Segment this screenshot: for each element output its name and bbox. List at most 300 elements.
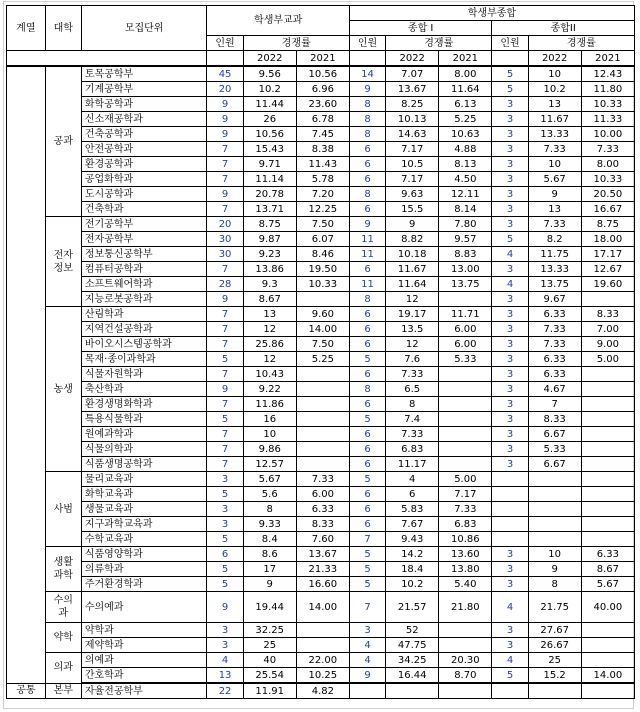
table-row [7,247,635,262]
jonghap1-2021: 10.86 [439,532,492,547]
gyogwa-2022: 20.78 [243,187,296,202]
jonghap2-inwon: 3 [492,187,528,202]
jonghap2-2022: 10 [528,547,581,562]
gyogwa-2022: 8 [243,502,296,517]
jonghap2-inwon: 3 [492,427,528,442]
header-gyogwa-inwon: 인원 [207,36,243,51]
table-row [7,352,635,367]
jonghap2-2022: 15.2 [528,668,581,684]
jonghap2-2022: 7.33 [528,217,581,232]
gyogwa-2021: 6.78 [296,112,349,127]
jonghap1-2021 [439,457,492,472]
table-row [7,382,635,397]
header-j2-inwon: 인원 [492,36,528,51]
jonghap1-2022: 21.57 [386,592,439,623]
gyogwa-inwon: 7 [207,427,243,442]
jonghap2-inwon [492,683,528,699]
jonghap1-inwon: 14 [349,66,385,82]
gyogwa-inwon: 9 [207,292,243,307]
jonghap2-2021 [581,472,634,487]
jonghap1-2022: 9.43 [386,532,439,547]
jonghap2-2022: 6.67 [528,457,581,472]
jonghap1-2022: 16.44 [386,668,439,684]
department-name: 화학공학과 [81,97,207,112]
table-row [7,262,635,277]
gyogwa-2021: 6.00 [296,487,349,502]
college-cell: 사범 [45,472,81,547]
college-cell: 약학 [45,623,81,653]
jonghap2-2021: 11.33 [581,112,634,127]
gyogwa-inwon: 5 [207,562,243,577]
gyogwa-inwon: 3 [207,502,243,517]
gyogwa-2021: 21.33 [296,562,349,577]
jonghap1-2022: 6 [386,487,439,502]
jonghap1-2021: 13.60 [439,547,492,562]
jonghap1-2022 [386,683,439,699]
jonghap2-2021 [581,412,634,427]
gyogwa-inwon: 3 [207,472,243,487]
jonghap1-2022: 9.63 [386,187,439,202]
table-row [7,683,635,699]
table-row [7,592,635,623]
gyogwa-inwon: 9 [207,382,243,397]
gyogwa-2021: 8.46 [296,247,349,262]
jonghap2-2021: 8.75 [581,217,634,232]
department-name: 건축학과 [81,202,207,217]
gyogwa-inwon: 7 [207,172,243,187]
table-row [7,202,635,217]
table-row [7,502,635,517]
gyogwa-2021: 7.50 [296,217,349,232]
table-row [7,337,635,352]
jonghap2-inwon: 3 [492,367,528,382]
jonghap1-2021 [439,412,492,427]
gyogwa-inwon: 6 [207,547,243,562]
gyogwa-2021: 6.33 [296,502,349,517]
gyogwa-2021: 14.00 [296,322,349,337]
gyogwa-2022: 15.43 [243,142,296,157]
gyogwa-inwon: 7 [207,157,243,172]
table-row [7,472,635,487]
jonghap1-inwon: 5 [349,412,385,427]
jonghap1-inwon: 3 [349,623,385,638]
table-row [7,142,635,157]
gyogwa-2022: 10.56 [243,127,296,142]
jonghap2-2021: 5.00 [581,352,634,367]
gyogwa-2021: 9.60 [296,307,349,322]
jonghap2-2022: 10 [528,66,581,82]
gyeyeol-cell: 자연 [7,66,46,683]
header-gyeyeol: 계열 [7,6,46,51]
jonghap2-inwon: 3 [492,547,528,562]
gyogwa-2022: 9.87 [243,232,296,247]
gyogwa-2022: 9.23 [243,247,296,262]
gyogwa-inwon: 5 [207,577,243,592]
header-mojip: 모집단위 [81,6,207,51]
jonghap1-inwon: 8 [349,127,385,142]
jonghap2-2021: 8.00 [581,157,634,172]
jonghap2-2021 [581,638,634,653]
college-cell: 농생 [45,307,81,472]
jonghap1-2022: 5.83 [386,502,439,517]
college-cell: 수의 과 [45,592,81,623]
table-row [7,322,635,337]
gyogwa-2022: 13 [243,307,296,322]
table-row [7,217,635,232]
gyogwa-2021 [296,382,349,397]
jonghap1-2021: 7.33 [439,502,492,517]
jonghap1-2021: 10.63 [439,127,492,142]
gyogwa-inwon: 9 [207,187,243,202]
jonghap2-2022: 9 [528,187,581,202]
jonghap2-2021 [581,382,634,397]
jonghap1-inwon: 6 [349,457,385,472]
gyogwa-inwon: 7 [207,442,243,457]
jonghap1-2021 [439,442,492,457]
gyogwa-2021: 19.50 [296,262,349,277]
jonghap2-2021: 10.00 [581,127,634,142]
gyogwa-2021 [296,623,349,638]
table-row [7,562,635,577]
table-row [7,547,635,562]
department-name: 산림학과 [81,307,207,322]
table-row [7,82,635,97]
table-row [7,517,635,532]
table-row [7,232,635,247]
header-blank [7,51,207,67]
department-name: 전자공학부 [81,232,207,247]
gyogwa-inwon: 20 [207,82,243,97]
gyogwa-inwon: 45 [207,66,243,82]
gyogwa-2021: 6.96 [296,82,349,97]
header-jonghap2: 종합II [492,21,635,36]
gyogwa-inwon: 5 [207,532,243,547]
jonghap1-inwon: 8 [349,97,385,112]
jonghap2-2021: 12.67 [581,262,634,277]
jonghap2-2021 [581,292,634,307]
gyogwa-2022: 11.14 [243,172,296,187]
jonghap1-2022: 47.75 [386,638,439,653]
gyogwa-2021 [296,397,349,412]
gyogwa-inwon: 5 [207,487,243,502]
header-daehak: 대학 [45,6,81,51]
gyogwa-2022: 9.3 [243,277,296,292]
jonghap2-2021: 19.60 [581,277,634,292]
jonghap2-2022: 8 [528,577,581,592]
jonghap1-2022: 7.17 [386,142,439,157]
gyogwa-2022: 9.22 [243,382,296,397]
gyogwa-2021: 7.50 [296,337,349,352]
jonghap2-inwon: 3 [492,172,528,187]
jonghap2-2021: 16.67 [581,202,634,217]
jonghap2-2022: 7.33 [528,142,581,157]
jonghap1-2021: 12.11 [439,187,492,202]
jonghap1-inwon: 6 [349,202,385,217]
jonghap2-inwon: 3 [492,322,528,337]
jonghap2-2021: 5.67 [581,577,634,592]
jonghap2-2021 [581,532,634,547]
jonghap2-2021: 10.33 [581,97,634,112]
jonghap1-inwon: 8 [349,382,385,397]
jonghap2-inwon: 3 [492,577,528,592]
jonghap1-2021: 8.14 [439,202,492,217]
jonghap2-2022: 7 [528,397,581,412]
jonghap2-2021: 11.80 [581,82,634,97]
jonghap1-inwon: 6 [349,427,385,442]
jonghap1-2022: 7.33 [386,367,439,382]
jonghap2-2021 [581,367,634,382]
table-row [7,638,635,653]
jonghap1-2021: 4.88 [439,142,492,157]
gyogwa-2022: 8.4 [243,532,296,547]
jonghap1-2021: 8.13 [439,157,492,172]
table-row [7,577,635,592]
gyogwa-inwon: 9 [207,112,243,127]
jonghap2-2022: 21.75 [528,592,581,623]
jonghap1-2021 [439,292,492,307]
jonghap2-inwon: 3 [492,382,528,397]
gyogwa-inwon: 4 [207,653,243,668]
jonghap1-inwon: 7 [349,532,385,547]
table-row [7,487,635,502]
jonghap1-inwon: 6 [349,142,385,157]
jonghap1-inwon: 5 [349,472,385,487]
jonghap2-2021 [581,502,634,517]
jonghap1-2021: 7.80 [439,217,492,232]
gyogwa-2021: 7.45 [296,127,349,142]
jonghap2-2022: 6.33 [528,307,581,322]
jonghap1-inwon: 6 [349,322,385,337]
jonghap1-2022: 9 [386,217,439,232]
header-blank-inwon [207,51,243,67]
jonghap2-2022: 13 [528,97,581,112]
jonghap2-2021 [581,517,634,532]
jonghap1-inwon: 9 [349,82,385,97]
jonghap2-inwon: 4 [492,277,528,292]
gyogwa-2021: 11.43 [296,157,349,172]
jonghap2-inwon: 4 [492,653,528,668]
jonghap2-2022: 6.67 [528,427,581,442]
department-name: 식물의학과 [81,442,207,457]
jonghap1-2022: 14.63 [386,127,439,142]
jonghap1-2022: 7.4 [386,412,439,427]
gyogwa-inwon: 9 [207,592,243,623]
jonghap1-2021: 20.30 [439,653,492,668]
department-name: 생물교육과 [81,502,207,517]
jonghap1-2021: 6.00 [439,337,492,352]
table-row [7,668,635,684]
gyogwa-2022: 25 [243,638,296,653]
table-row [7,442,635,457]
gyogwa-2022: 12.57 [243,457,296,472]
header-gyogwa: 학생부교과 [207,6,349,36]
jonghap1-2022: 13.5 [386,322,439,337]
gyogwa-2021 [296,457,349,472]
gyogwa-2021: 10.25 [296,668,349,684]
gyogwa-inwon: 3 [207,623,243,638]
gyogwa-inwon: 30 [207,247,243,262]
jonghap2-2022: 8.33 [528,412,581,427]
gyogwa-2021: 5.25 [296,352,349,367]
college-cell: 전자 정보 [45,217,81,307]
gyogwa-inwon: 22 [207,683,243,699]
jonghap1-inwon: 9 [349,217,385,232]
gyogwa-2021: 13.67 [296,547,349,562]
jonghap2-2022: 13.75 [528,277,581,292]
jonghap1-2021: 5.25 [439,112,492,127]
department-name: 식물자원학과 [81,367,207,382]
header-gyogwa-2021: 2021 [296,51,349,67]
department-name: 식품영양학과 [81,547,207,562]
college-cell: 의과 [45,653,81,684]
jonghap1-2022: 11.17 [386,457,439,472]
jonghap1-2021: 6.83 [439,517,492,532]
jonghap1-2022: 7.33 [386,427,439,442]
jonghap1-2022: 6.5 [386,382,439,397]
gyogwa-inwon: 7 [207,397,243,412]
jonghap2-2022 [528,502,581,517]
gyogwa-2021: 6.07 [296,232,349,247]
jonghap1-2022: 11.64 [386,277,439,292]
jonghap2-inwon: 3 [492,157,528,172]
gyogwa-inwon: 7 [207,322,243,337]
jonghap2-2021: 18.00 [581,232,634,247]
department-name: 화학교육과 [81,487,207,502]
department-name: 자율전공학부 [81,683,207,699]
jonghap2-inwon: 3 [492,412,528,427]
jonghap1-2021: 5.00 [439,472,492,487]
jonghap1-inwon: 11 [349,277,385,292]
header-blank-inwon [349,51,385,67]
jonghap1-inwon: 8 [349,112,385,127]
jonghap1-2022: 10.5 [386,157,439,172]
jonghap2-2022: 25 [528,653,581,668]
jonghap2-2022: 11.75 [528,247,581,262]
college-cell: 생활 과학 [45,547,81,592]
jonghap2-2021 [581,427,634,442]
gyogwa-2021: 7.33 [296,472,349,487]
jonghap1-inwon: 4 [349,638,385,653]
table-header [7,6,635,67]
jonghap1-inwon: 8 [349,292,385,307]
jonghap2-2021 [581,623,634,638]
gyogwa-2022: 9 [243,577,296,592]
jonghap2-inwon: 3 [492,292,528,307]
jonghap2-inwon: 3 [492,307,528,322]
jonghap1-2022: 18.4 [386,562,439,577]
jonghap2-2022 [528,683,581,699]
jonghap1-inwon [349,683,385,699]
table-row [7,172,635,187]
gyogwa-2022: 40 [243,653,296,668]
jonghap1-2021: 4.50 [439,172,492,187]
department-name: 축산학과 [81,382,207,397]
jonghap1-inwon: 6 [349,487,385,502]
jonghap2-2022: 9.67 [528,292,581,307]
jonghap1-2021: 13.00 [439,262,492,277]
header-jonghap: 학생부종합 [349,6,634,21]
department-name: 정보통신공학부 [81,247,207,262]
gyogwa-2022: 9.33 [243,517,296,532]
table-row [7,127,635,142]
jonghap2-inwon: 3 [492,337,528,352]
jonghap2-2022: 13.33 [528,127,581,142]
jonghap2-2022: 10 [528,157,581,172]
gyogwa-2021: 14.00 [296,592,349,623]
department-name: 특용식물학과 [81,412,207,427]
jonghap2-2021: 17.17 [581,247,634,262]
jonghap1-inwon: 6 [349,502,385,517]
header-gyogwa-2022: 2022 [243,51,296,67]
jonghap1-2022: 14.2 [386,547,439,562]
department-name: 의류학과 [81,562,207,577]
gyogwa-2021 [296,367,349,382]
department-name: 간호학과 [81,668,207,684]
jonghap1-inwon: 9 [349,668,385,684]
jonghap2-2022: 9 [528,562,581,577]
gyogwa-2022: 11.86 [243,397,296,412]
department-name: 수의예과 [81,592,207,623]
jonghap2-2022: 7.33 [528,322,581,337]
jonghap2-inwon: 3 [492,638,528,653]
jonghap2-2021: 8.33 [581,307,634,322]
gyogwa-2022: 32.25 [243,623,296,638]
gyogwa-2021 [296,292,349,307]
department-name: 제약학과 [81,638,207,653]
gyogwa-2022: 12 [243,322,296,337]
jonghap2-inwon: 3 [492,127,528,142]
gyogwa-2021 [296,442,349,457]
jonghap2-inwon [492,487,528,502]
jonghap1-2021: 7.17 [439,487,492,502]
jonghap1-2021 [439,382,492,397]
jonghap1-2022: 34.25 [386,653,439,668]
jonghap1-inwon: 5 [349,352,385,367]
jonghap2-2022 [528,472,581,487]
jonghap2-inwon: 3 [492,217,528,232]
jonghap1-inwon: 5 [349,547,385,562]
gyogwa-2022: 8.75 [243,217,296,232]
header-j2-2022: 2022 [528,51,581,67]
department-name: 수학교육과 [81,532,207,547]
jonghap2-2021 [581,487,634,502]
jonghap1-inwon: 6 [349,517,385,532]
department-name: 안전공학과 [81,142,207,157]
gyogwa-2022: 13.86 [243,262,296,277]
jonghap2-2021 [581,442,634,457]
jonghap1-2022: 11.67 [386,262,439,277]
jonghap1-2021: 5.33 [439,352,492,367]
jonghap1-2021 [439,683,492,699]
jonghap2-inwon [492,502,528,517]
gyogwa-2021: 7.60 [296,532,349,547]
jonghap1-2022: 7.6 [386,352,439,367]
gyogwa-2021: 12.25 [296,202,349,217]
jonghap1-2022: 8.25 [386,97,439,112]
gyogwa-inwon: 28 [207,277,243,292]
gyogwa-inwon: 7 [207,202,243,217]
jonghap1-inwon: 5 [349,577,385,592]
table-row [7,397,635,412]
table-row [7,412,635,427]
gyogwa-2021 [296,427,349,442]
gyogwa-2022: 26 [243,112,296,127]
department-name: 컴퓨터공학과 [81,262,207,277]
gyogwa-2022: 8.6 [243,547,296,562]
jonghap1-2021 [439,397,492,412]
department-name: 환경공학과 [81,157,207,172]
gyogwa-2021: 10.33 [296,277,349,292]
